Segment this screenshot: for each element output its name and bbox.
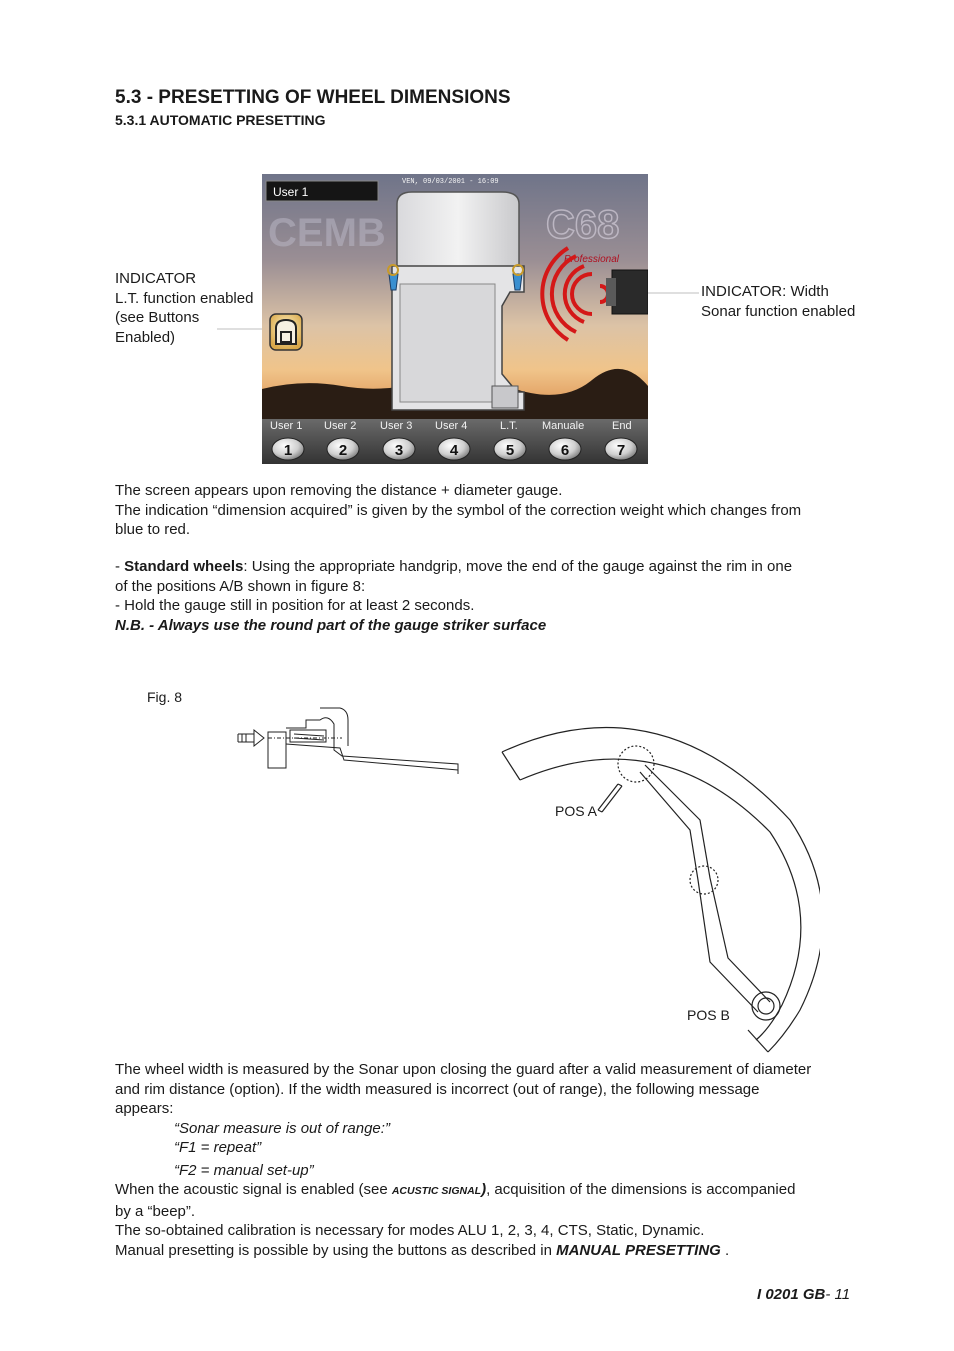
user-field-text: User 1 <box>273 185 309 199</box>
message-line: “F1 = repeat” <box>174 1139 262 1156</box>
acustic-signal-reference: ACUSTIC SIGNAL <box>391 1185 482 1197</box>
model-watermark: C68 <box>546 203 620 247</box>
tyre-graphic <box>397 192 519 270</box>
screen-key-button[interactable] <box>494 438 526 460</box>
manual-presetting-reference: MANUAL PRESETTING <box>556 1241 721 1259</box>
screen-key-button[interactable] <box>327 438 359 460</box>
lt-indicator-icon <box>270 314 302 350</box>
screen-menu-label: User 2 <box>324 420 357 432</box>
screen-menu-label: End <box>612 420 632 432</box>
machine-screen <box>262 174 648 464</box>
screen-key-label: 6 <box>560 442 570 459</box>
screen-key-label: 2 <box>338 442 348 459</box>
screen-key-label: 1 <box>283 442 293 459</box>
screen-menu-label: User 4 <box>435 420 468 432</box>
screen-menu-label: L.T. <box>500 420 518 432</box>
page-footer <box>757 1286 850 1303</box>
figure-caption: Fig. 8 <box>147 689 183 705</box>
lt-indicator-callout: INDICATOR L.T. function enabled (see Buttons Enabled) <box>115 270 254 346</box>
message-line: “Sonar measure is out of range:” <box>174 1119 390 1137</box>
brand-watermark: CEMB <box>268 211 386 255</box>
paragraph-standard-wheels: - Standard wheels: Using the appropriate handgrip, move the end of the gauge against the rim in one of the positions A/B shown in figure 8: - Hold the gauge still in position for at least 2 seconds. N.B. - Always use the round part of the gauge striker surface <box>115 557 875 635</box>
weight-right-icon <box>513 274 522 290</box>
section-title: 5.3 - PRESETTING OF WHEEL DIMENSIONS <box>115 87 511 108</box>
screen-key-button[interactable] <box>438 438 470 460</box>
message-line: “F2 = manual set-up” <box>174 1161 314 1179</box>
screen-key-button[interactable] <box>605 438 637 460</box>
edition-label: Professional <box>564 254 620 265</box>
screen-key-button[interactable] <box>383 438 415 460</box>
screen-key-button[interactable] <box>549 438 581 460</box>
screen-menu-label: Manuale <box>542 420 585 432</box>
screen-menu-label: User 3 <box>380 420 413 432</box>
date-time: VEN, 09/03/2001 - 16:09 <box>402 178 499 186</box>
note: N.B. - Always use the round part of the gauge striker surface <box>115 616 547 634</box>
wheel-positions-drawing <box>490 710 820 1060</box>
screen-key-label: 3 <box>394 442 404 459</box>
paragraph-width-measure: The wheel width is measured by the Sonar upon closing the guard after a valid measurement of diameter and rim distance (option). If the width measured is incorrect (out of range), the following message appears: “Sonar measure is out of range:” “F1 = repeat” “F2 = manual set-up” When the acoustic signal is enabled (see ACUSTIC SIGNAL), acquisition of the dimensions is accompanied by a “beep”. The so-obtained calibration is necessary for modes ALU 1, 2, 3, 4, CTS, Static, Dynamic. Manual presetting is possible by using the buttons as described in MANUAL PRESETTING . <box>115 1060 885 1260</box>
screen-menu-label: User 1 <box>270 420 303 432</box>
page-number: - 11 <box>825 1286 851 1303</box>
pos-a-label: POS A <box>555 803 598 819</box>
screen-key-label: 4 <box>449 442 459 459</box>
pos-b-label: POS B <box>687 1007 730 1023</box>
paragraph-screen-info: The screen appears upon removing the distance + diameter gauge. The indication “dimension acquired” is given by the symbol of the correction weight which changes from blue to red. <box>115 482 802 538</box>
weight-left-icon <box>389 274 398 290</box>
document-code: I 0201 GB <box>757 1286 826 1303</box>
screen-key-label: 7 <box>616 442 626 459</box>
screen-key-button[interactable] <box>272 438 304 460</box>
gauge-drawing <box>230 700 480 780</box>
sonar-leader-line <box>645 286 701 300</box>
screen-key-label: 5 <box>505 442 515 459</box>
sonar-indicator-callout: INDICATOR: Width Sonar function enabled <box>701 283 856 320</box>
subsection-title: 5.3.1 AUTOMATIC PRESETTING <box>115 112 326 128</box>
